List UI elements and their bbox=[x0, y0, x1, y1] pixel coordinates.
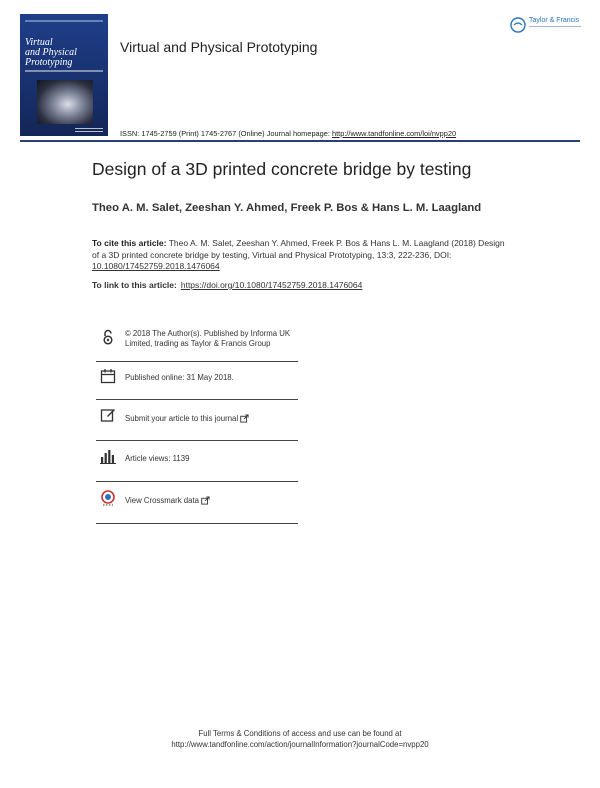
info-item-submit[interactable] bbox=[96, 406, 298, 436]
journal-homepage-link[interactable]: http://www.tandfonline.com/loi/nvpp20 bbox=[332, 129, 457, 138]
info-item-published bbox=[96, 368, 298, 398]
info-divider bbox=[96, 399, 298, 400]
issn-text: ISSN: 1745-2759 (Print) 1745-2767 (Online) Journal homepage: bbox=[120, 129, 332, 138]
submit-article-text: Submit your article to this journal bbox=[125, 414, 239, 423]
external-link-icon bbox=[201, 496, 210, 505]
cover-title: Virtual and Physical Prototyping bbox=[25, 37, 77, 68]
publisher-logo[interactable] bbox=[510, 14, 586, 36]
article-views-text: Article views: 1139 bbox=[125, 454, 190, 463]
info-divider bbox=[96, 440, 298, 441]
journal-title[interactable]: Virtual and Physical Prototyping bbox=[120, 39, 318, 55]
journal-cover-image bbox=[20, 14, 108, 136]
bar-chart-icon bbox=[100, 448, 116, 464]
crossmark-link[interactable] bbox=[125, 496, 299, 506]
info-item-crossmark[interactable] bbox=[96, 488, 298, 518]
submit-article-link[interactable] bbox=[125, 414, 299, 424]
published-text: Published online: 31 May 2018. bbox=[125, 373, 234, 382]
citation-doi-link[interactable]: 10.1080/17452759.2018.1476064 bbox=[92, 261, 220, 271]
article-link-line bbox=[92, 280, 362, 290]
open-access-icon bbox=[100, 329, 116, 345]
header-rule bbox=[20, 140, 580, 142]
license-text: © 2018 The Author(s). Published by Informa UK Limited, trading as Taylor & Francis Group bbox=[125, 329, 291, 348]
issn-line bbox=[120, 129, 456, 138]
publisher-logo-text: Taylor & Francis bbox=[529, 17, 580, 24]
citation-text: Theo A. M. Salet, Zeeshan Y. Ahmed, Freek P. Bos & Hans L. M. Laagland (2018) Design of a 3D printed concrete bridge by testing, Virtual and Physical Prototyping, 13:3, 222-236, DOI: bbox=[92, 238, 505, 260]
crossmark-icon bbox=[100, 490, 116, 506]
external-link-icon bbox=[240, 414, 249, 423]
footer-terms-link[interactable]: http://www.tandfonline.com/action/journalInformation?journalCode=nvpp20 bbox=[171, 740, 429, 749]
crossmark-text: View Crossmark data bbox=[125, 496, 199, 505]
article-doi-link[interactable]: https://doi.org/10.1080/17452759.2018.1476064 bbox=[180, 280, 363, 290]
citation-label: To cite this article: bbox=[92, 238, 167, 248]
cover-top-bar bbox=[25, 20, 103, 22]
article-authors: Theo A. M. Salet, Zeeshan Y. Ahmed, Freek P. Bos & Hans L. M. Laagland bbox=[92, 202, 482, 214]
cover-photo bbox=[37, 80, 93, 124]
cover-stripe bbox=[25, 70, 103, 72]
info-item-license bbox=[96, 327, 298, 363]
info-divider bbox=[96, 361, 298, 362]
publisher-logo-underline bbox=[529, 26, 581, 27]
cover-text-lines bbox=[75, 128, 103, 129]
citation-block bbox=[92, 238, 512, 273]
edit-icon bbox=[100, 407, 116, 423]
calendar-icon bbox=[100, 368, 116, 384]
info-divider bbox=[96, 481, 298, 482]
info-item-views[interactable] bbox=[96, 447, 298, 477]
footer-terms: Full Terms & Conditions of access and use can be found at bbox=[198, 729, 402, 738]
publisher-logo-icon bbox=[510, 17, 526, 33]
article-link-label: To link to this article: bbox=[92, 280, 177, 290]
article-title: Design of a 3D printed concrete bridge by testing bbox=[92, 159, 472, 179]
info-divider bbox=[96, 523, 298, 524]
